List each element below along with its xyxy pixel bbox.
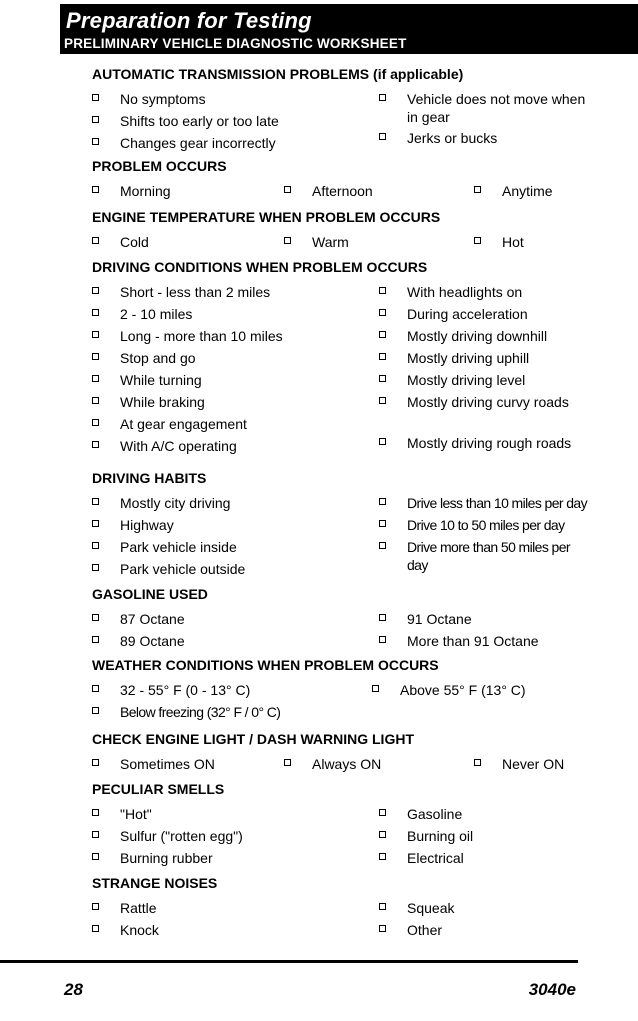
checklist-item-label: Warm [312,234,349,250]
checklist-item[interactable] [92,538,372,556]
checkbox-icon[interactable] [379,287,386,294]
checkbox-icon[interactable] [92,287,99,294]
checklist-item[interactable] [379,90,589,126]
checklist-item-label: Burning rubber [120,850,213,866]
checkbox-icon[interactable] [92,903,99,910]
checklist-item[interactable] [92,632,372,650]
checklist-item[interactable] [92,494,372,512]
checklist-item-label: Hot [502,234,524,250]
section-title: DRIVING CONDITIONS WHEN PROBLEM OCCURS [92,259,428,275]
checkbox-icon[interactable] [92,925,99,932]
checklist-item-label: 32 - 55° F (0 - 13° C) [120,682,251,698]
checkbox-icon[interactable] [284,759,291,766]
checkbox-icon[interactable] [92,309,99,316]
checklist-item-label: Electrical [407,850,464,866]
checklist-item-label: Sulfur ("rotten egg") [120,828,243,844]
checklist-item-label: Vehicle does not move when in gear [407,91,586,125]
checkbox-icon[interactable] [379,375,386,382]
checklist-item[interactable] [92,516,372,534]
checklist-item-label: Gasoline [407,806,463,822]
section-title: STRANGE NOISES [92,875,218,891]
checkbox-icon[interactable] [92,186,99,193]
checklist-item-label: Afternoon [312,183,373,199]
checkbox-icon[interactable] [92,564,99,571]
checklist-item[interactable] [92,805,372,823]
checklist-item-label: 91 Octane [407,611,472,627]
checkbox-icon[interactable] [92,707,99,714]
checkbox-icon[interactable] [92,419,99,426]
checklist-item-label: Drive more than 50 miles per day [407,539,570,573]
checklist-item[interactable] [379,349,589,367]
checklist-item-label: With A/C operating [120,438,237,454]
checklist-item[interactable] [379,610,589,628]
checkbox-icon[interactable] [92,237,99,244]
checklist-item-label: Long - more than 10 miles [120,328,283,344]
checkbox-icon[interactable] [92,614,99,621]
checkbox-icon[interactable] [284,186,291,193]
checklist-item[interactable] [379,129,589,147]
checkbox-icon[interactable] [379,636,386,643]
section-title: DRIVING HABITS [92,470,207,486]
checklist-item[interactable] [92,921,372,939]
checklist-item[interactable] [474,755,614,773]
checklist-item-label: Shifts too early or too late [120,113,279,129]
checklist-item[interactable] [379,827,589,845]
section-title: WEATHER CONDITIONS WHEN PROBLEM OCCURS [92,657,439,673]
checklist-item-label: 89 Octane [120,633,185,649]
checklist-item-label: Mostly driving curvy roads [407,394,569,410]
checklist-item-label: With headlights on [407,284,523,300]
footer-divider [0,960,578,963]
checkbox-icon[interactable] [372,685,379,692]
checklist-item[interactable] [92,90,372,108]
section-title: PROBLEM OCCURS [92,158,227,174]
checkbox-icon[interactable] [92,116,99,123]
checkbox-icon[interactable] [92,441,99,448]
checklist-item[interactable] [284,755,464,773]
checklist-item-label: Highway [120,517,174,533]
section-title: GASOLINE USED [92,586,208,602]
checklist-item[interactable] [92,327,372,345]
checklist-item-label: While turning [120,372,202,388]
checklist-item[interactable] [92,703,372,721]
checklist-item-label: During acceleration [407,306,528,322]
model-number: 3040e [528,980,576,999]
checkbox-icon[interactable] [284,237,291,244]
checklist-item-label: Sometimes ON [120,756,215,772]
checklist-item[interactable] [92,393,372,411]
section-title: ENGINE TEMPERATURE WHEN PROBLEM OCCURS [92,209,441,225]
checkbox-icon[interactable] [379,831,386,838]
checkbox-icon[interactable] [379,903,386,910]
checklist-item-label: Burning oil [407,828,474,844]
checklist-item-label: Always ON [312,756,382,772]
checklist-item[interactable] [92,371,372,389]
checkbox-icon[interactable] [92,636,99,643]
checklist-item[interactable] [474,233,614,251]
section-title: PECULIAR SMELLS [92,781,225,797]
checklist-item-label: Below freezing (32° F / 0° C) [120,704,281,720]
checkbox-icon[interactable] [92,94,99,101]
checklist-item[interactable] [379,371,589,389]
checkbox-icon[interactable] [92,375,99,382]
checkbox-icon[interactable] [379,438,386,445]
checkbox-icon[interactable] [379,520,386,527]
checkbox-icon[interactable] [379,353,386,360]
checklist-item-label: "Hot" [120,806,152,822]
checklist-item-label: Mostly city driving [120,495,231,511]
checklist-item[interactable] [92,899,372,917]
checkbox-icon[interactable] [92,831,99,838]
checklist-item-label: Mostly driving level [407,372,526,388]
checkbox-icon[interactable] [379,397,386,404]
checklist-item[interactable] [284,233,464,251]
checklist-item[interactable] [92,415,372,433]
checkbox-icon[interactable] [92,759,99,766]
checklist-item[interactable] [474,182,614,200]
checklist-item[interactable] [379,538,589,574]
checklist-item-label: Above 55° F (13° C) [400,682,526,698]
checklist-item[interactable] [92,560,372,578]
checklist-item[interactable] [379,849,589,867]
checkbox-icon[interactable] [379,94,386,101]
checklist-item[interactable] [379,516,589,534]
checklist-item-label: Changes gear incorrectly [120,135,276,151]
checkbox-icon[interactable] [379,133,386,140]
checklist-item[interactable] [92,134,372,152]
checklist-item-label: Other [407,922,443,938]
checklist-item-label: At gear engagement [120,416,247,432]
checkbox-icon[interactable] [474,759,481,766]
header-bar [60,4,638,54]
checklist-item-label: Short - less than 2 miles [120,284,271,300]
checklist-item[interactable] [379,434,589,452]
section-title: CHECK ENGINE LIGHT / DASH WARNING LIGHT [92,731,414,747]
checkbox-icon[interactable] [92,685,99,692]
checklist-item-label: Drive 10 to 50 miles per day [407,517,565,533]
checklist-item[interactable] [379,327,589,345]
checklist-item-label: Mostly driving downhill [407,328,548,344]
checkbox-icon[interactable] [92,809,99,816]
checklist-item-label: While braking [120,394,205,410]
checkbox-icon[interactable] [379,331,386,338]
checkbox-icon[interactable] [474,237,481,244]
checkbox-icon[interactable] [92,498,99,505]
checkbox-icon[interactable] [92,853,99,860]
checklist-item[interactable] [284,182,464,200]
checklist-item[interactable] [379,632,589,650]
checklist-item[interactable] [379,921,589,939]
checklist-item[interactable] [92,681,372,699]
checklist-item-label: 87 Octane [120,611,185,627]
checklist-item[interactable] [379,494,589,512]
checkbox-icon[interactable] [474,186,481,193]
checklist-item[interactable] [372,681,612,699]
checklist-item[interactable] [379,305,589,323]
checklist-item-label: More than 91 Octane [407,633,539,649]
checklist-item-label: Mostly driving uphill [407,350,530,366]
checklist-item[interactable] [92,610,372,628]
checkbox-icon[interactable] [379,853,386,860]
checkbox-icon[interactable] [92,353,99,360]
checkbox-icon[interactable] [379,309,386,316]
page-number: 28 [64,980,83,999]
checklist-item-label: 2 - 10 miles [120,306,193,322]
checklist-item-label: Jerks or bucks [407,129,498,146]
checkbox-icon[interactable] [379,542,386,549]
checkbox-icon[interactable] [92,138,99,145]
checklist-item-label: Rattle [120,900,157,916]
checklist-item-label: No symptoms [120,91,206,107]
checklist-item-label: Never ON [502,756,565,772]
checkbox-icon[interactable] [92,542,99,549]
checklist-item-label: Squeak [407,900,455,916]
checkbox-icon[interactable] [92,331,99,338]
checklist-item[interactable] [92,305,372,323]
section-title: AUTOMATIC TRANSMISSION PROBLEMS (if applicable) [92,66,464,82]
checkbox-icon[interactable] [92,397,99,404]
checklist-item[interactable] [92,349,372,367]
checkbox-icon[interactable] [379,614,386,621]
checklist-item[interactable] [92,827,372,845]
page-title: Preparation for Testing [66,8,312,33]
checkbox-icon[interactable] [379,498,386,505]
checklist-item[interactable] [92,437,372,455]
checklist-item-label: Cold [120,234,149,250]
checklist-item-label: Stop and go [120,350,196,366]
checklist-item[interactable] [379,283,589,301]
checklist-item[interactable] [379,899,589,917]
checklist-item-label: Drive less than 10 miles per day [407,495,587,511]
checkbox-icon[interactable] [92,520,99,527]
checklist-item[interactable] [379,393,589,411]
checklist-item-label: Knock [120,922,159,938]
checklist-item[interactable] [379,805,589,823]
checklist-item[interactable] [92,283,372,301]
checklist-item[interactable] [92,849,372,867]
checklist-item-label: Park vehicle outside [120,561,246,577]
checklist-item-label: Mostly driving rough roads [407,434,572,451]
checkbox-icon[interactable] [379,925,386,932]
checkbox-icon[interactable] [379,809,386,816]
checklist-item-label: Morning [120,183,171,199]
checklist-item-label: Park vehicle inside [120,539,237,555]
checklist-item[interactable] [92,112,372,130]
checklist-item-label: Anytime [502,183,553,199]
page-subtitle: PRELIMINARY VEHICLE DIAGNOSTIC WORKSHEET [64,36,407,51]
